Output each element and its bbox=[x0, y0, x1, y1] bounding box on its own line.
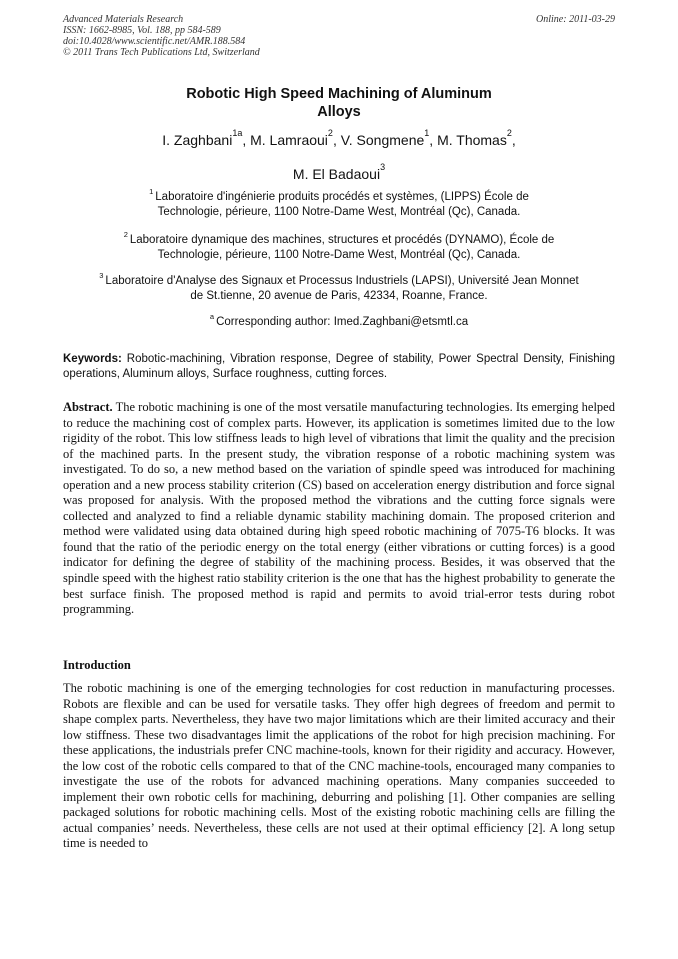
doi-line: doi:10.4028/www.scientific.net/AMR.188.584 bbox=[63, 36, 246, 47]
keywords-label: Keywords: bbox=[63, 353, 122, 365]
introduction-heading: Introduction bbox=[63, 658, 131, 672]
author-affiliation-mark: 2 bbox=[506, 128, 512, 138]
author-list: I. Zaghbani$^{1a}$, M. Lamraoui$^2$, V. Songmene$^1$, M. Thomas$^2$, bbox=[162, 128, 516, 148]
author-affiliation-mark: 1 bbox=[424, 128, 430, 138]
affiliation-line: Technologie, périeure, 1100 Notre-Dame West, Montréal (Qc), Canada. bbox=[157, 249, 521, 261]
abstract-label: Abstract. bbox=[63, 400, 113, 414]
paper-title bbox=[0, 85, 678, 121]
affiliation-line: Laboratoire d'ingénierie produits procédés et systèmes, (LIPPS) École de bbox=[155, 191, 529, 203]
running-header bbox=[63, 14, 615, 58]
author-name: M. Thomas bbox=[437, 132, 507, 148]
keywords-section bbox=[63, 352, 615, 382]
issn-line: ISSN: 1662-8985, Vol. 188, pp 584-589 bbox=[63, 25, 221, 36]
affiliation bbox=[0, 187, 678, 220]
title-line-1: Robotic High Speed Machining of Aluminum bbox=[186, 86, 492, 102]
affiliation bbox=[0, 271, 678, 304]
online-date: Online: 2011-03-29 bbox=[536, 14, 615, 25]
abstract-section bbox=[63, 400, 615, 618]
corresponding-author bbox=[0, 312, 678, 330]
introduction-text: The robotic machining is one of the emerging technologies for cost reduction in manufacturing processes. Robots are flexible and can be used for versatile tasks. They offer high degrees of freedom and permit to shape complex parts. Nevertheless, they have two major limitations which are their limited accuracy and their low stiffness. These two disadvantages limit the applications of the robot for high precision machining. For these applications, the industrials prefer CNC machine-tools, known for their rigidity and accuracy. However, the low cost of the robotic cells compared to that of the CNC machine-tools, encouraged many companies to investigate the use of the robots for advanced machining operations. Many companies succeeded to implement their own robotic cells for machining, deburring and polishing [1]. Other companies are selling packaged solutions for robotic machining cells. Most of the existing robotic machining cells are filling the actual companies’ needs. Nevertheless, these cells are not used at their optimal efficiency [2]. A long setup time is needed to bbox=[63, 681, 615, 851]
corresponding-email: Corresponding author: Imed.Zaghbani@etsmtl.ca bbox=[216, 316, 469, 328]
abstract-text: The robotic machining is one of the most versatile manufacturing technologies. Its emerging helped to reduce the machining cost of complex parts. However, its application is sometimes limited due to the low rigidity of the robot. This low stiffness leads to high level of vibrations that limit the quality and the precision of the machined parts. In the present study, the vibration response of a robotic machining system was investigated. To do so, a new method based on the variation of spindle speed was introduced for machining operation and a new process stability criterion (CS) based on acceleration energy distribution and force signal was proposed for analysis. With the proposed method the vibrations and the cutting force signals were collected and analyzed to find a reliable dynamic stability machining domain. The proposed criterion and method were validated using data obtained during high speed robotic machining of 7075-T6 blocks. It was found that the ratio of the periodic energy on the total energy (either vibrations or cutting forces) is a good indicator for defining the degree of stability of the machining process. Besides, it was observed that the spindle speed with the highest ratio stability criterion is the one that has the highest probability to generate the best surface finish. The proposed method is rapid and permits to avoid trial-error tests during robot programming. bbox=[63, 400, 615, 617]
author-affiliation-mark: 1a bbox=[232, 128, 243, 138]
author-name: I. Zaghbani bbox=[162, 132, 233, 148]
affiliation-line: Technologie, périeure, 1100 Notre-Dame West, Montréal (Qc), Canada. bbox=[157, 206, 521, 218]
affiliation-line: Laboratoire dynamique des machines, structures et procédés (DYNAMO), École de bbox=[129, 234, 555, 246]
affiliation-mark: 2 bbox=[123, 230, 128, 239]
keywords-text: Robotic-machining, Vibration response, Degree of stability, Power Spectral Density, Finishing operations, Aluminum alloys, Surface roughness, cutting forces. bbox=[63, 353, 615, 380]
author-list-continued bbox=[0, 162, 678, 182]
affiliation-mark: 1 bbox=[149, 187, 154, 196]
title-line-2: Alloys bbox=[317, 104, 361, 120]
affiliation-line: de St.tienne, 20 avenue de Paris, 42334, Roanne, France. bbox=[190, 290, 488, 302]
affiliation bbox=[0, 230, 678, 263]
journal-name: Advanced Materials Research bbox=[63, 14, 184, 25]
copyright-line: © 2011 Trans Tech Publications Ltd, Switzerland bbox=[63, 47, 260, 58]
publication-info bbox=[63, 14, 615, 58]
author-name: V. Songmene bbox=[340, 132, 425, 148]
author-affiliation-mark: 2 bbox=[327, 128, 333, 138]
author-name: M. Lamraoui bbox=[250, 132, 328, 148]
affiliation-line: Laboratoire d'Analyse des Signaux et Processus Industriels (LAPSI), Université Jean Monnet bbox=[105, 275, 579, 287]
author-name: M. El Badaoui bbox=[292, 166, 381, 182]
affiliation-mark: 3 bbox=[99, 271, 104, 280]
author-affiliation-mark: 3 bbox=[380, 162, 386, 172]
corresponding-mark: a bbox=[209, 312, 215, 321]
